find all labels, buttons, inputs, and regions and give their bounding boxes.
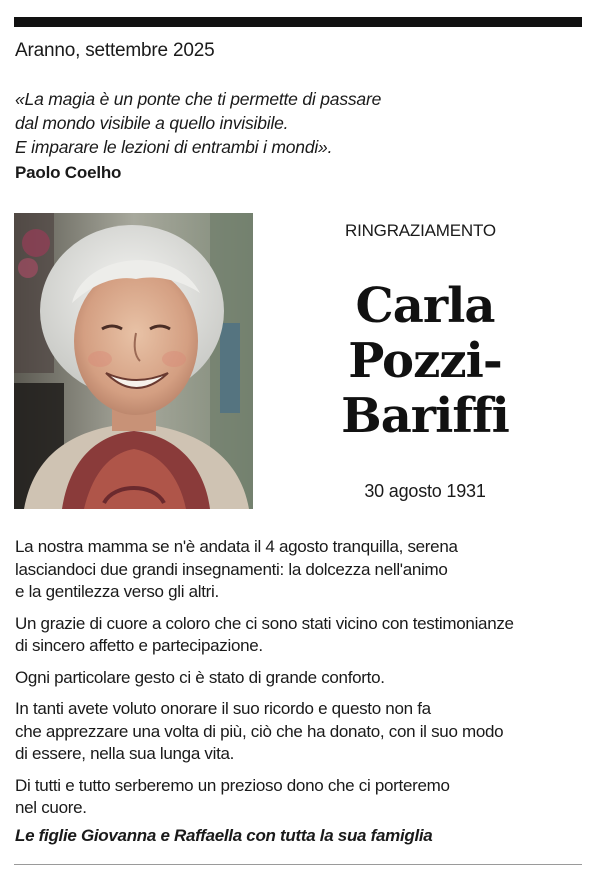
- body-paragraph: [15, 698, 585, 766]
- body-line: Di tutti e tutto serberemo un prezioso dono che ci porteremo: [15, 775, 450, 795]
- quote-line: E imparare le lezioni di entrambi i mondi».: [15, 137, 333, 157]
- deceased-name: [300, 279, 550, 444]
- body-line: lasciandoci due grandi insegnamenti: la dolcezza nell'animo: [15, 559, 448, 579]
- body-line: nel cuore.: [15, 798, 87, 817]
- family-signature: Le figlie Giovanna e Raffaella con tutta la sua famiglia: [15, 826, 433, 845]
- notice-body: [15, 536, 585, 829]
- body-line: In tanti avete voluto onorare il suo ricordo e questo non fa: [15, 699, 431, 718]
- bottom-rule: [14, 864, 582, 865]
- name-line: Bariffi: [341, 388, 509, 444]
- body-line: Ogni particolare gesto ci è stato di grande conforto.: [15, 667, 385, 687]
- name-line: Pozzi-: [348, 333, 502, 389]
- place-date: Aranno, settembre 2025: [15, 40, 215, 61]
- notice-type-label: RINGRAZIAMENTO: [345, 221, 496, 240]
- portrait-photo: [14, 213, 253, 509]
- birth-date: 30 agosto 1931: [364, 481, 486, 501]
- epigraph-quote: [15, 87, 575, 159]
- quote-line: «La magia è un ponte che ti permette di passare: [15, 89, 382, 109]
- body-line: di sincero affetto e partecipazione.: [15, 636, 263, 655]
- body-paragraph: [15, 613, 585, 658]
- quote-author: Paolo Coelho: [15, 163, 122, 182]
- body-line: e la gentilezza verso gli altri.: [15, 582, 219, 601]
- name-line: Carla: [355, 278, 495, 334]
- body-line: Un grazie di cuore a coloro che ci sono stati vicino con testimonianze: [15, 613, 514, 633]
- quote-line: dal mondo visibile a quello invisibile.: [15, 113, 289, 133]
- body-line: che apprezzare una volta di più, ciò che ha donato, con il suo modo: [15, 721, 504, 741]
- body-paragraph: [15, 667, 585, 690]
- body-line: La nostra mamma se n'è andata il 4 agosto tranquilla, serena: [15, 537, 458, 556]
- body-paragraph: [15, 775, 585, 820]
- body-line: di essere, nella sua lunga vita.: [15, 744, 235, 763]
- top-rule: [14, 17, 582, 27]
- body-paragraph: [15, 536, 585, 604]
